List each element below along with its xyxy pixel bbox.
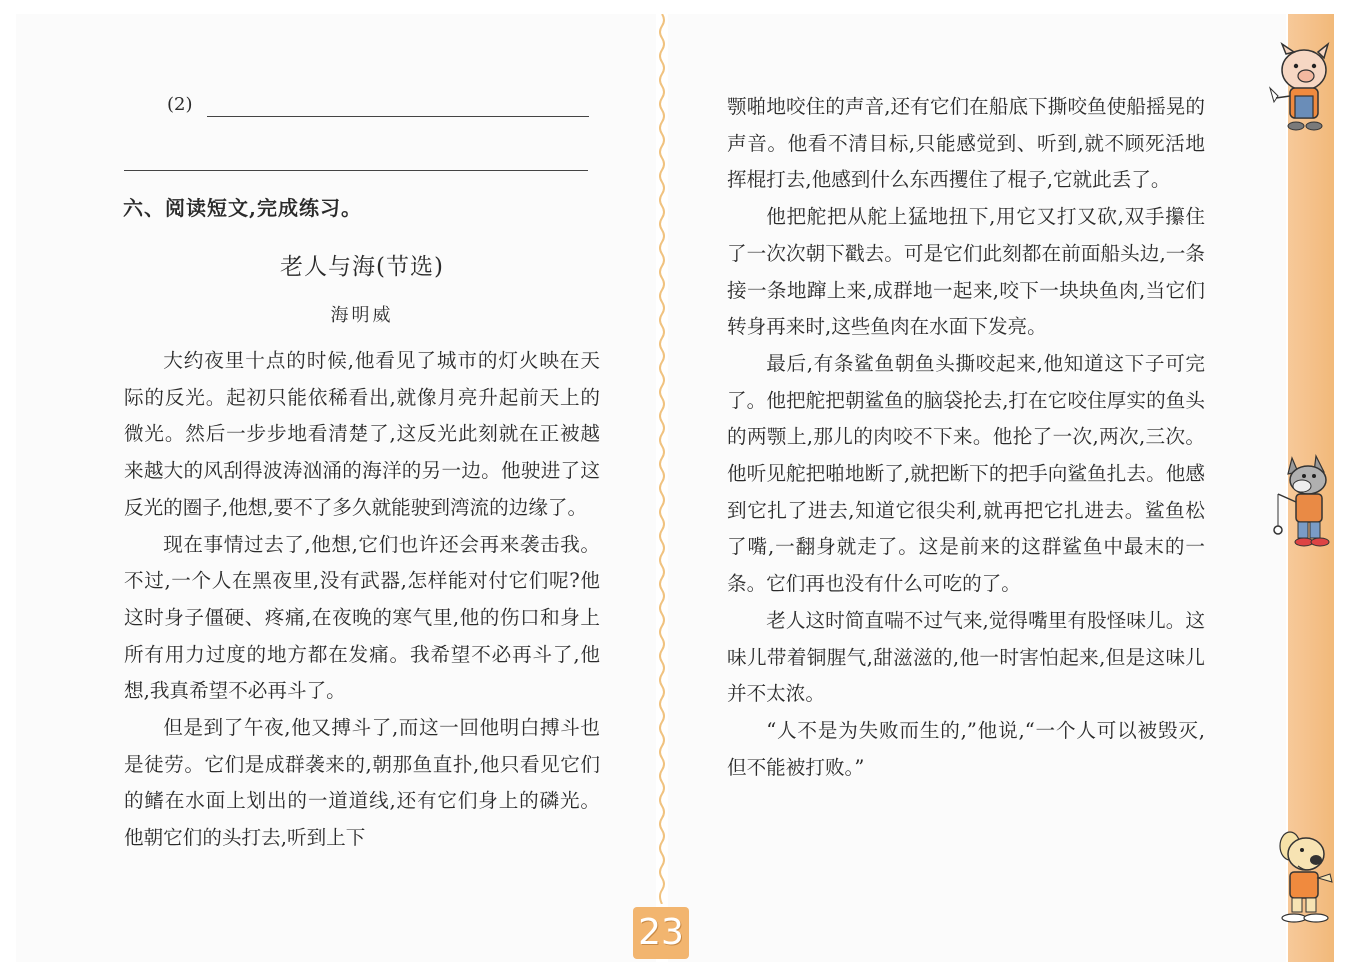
dog-mascot-icon [1268, 826, 1342, 926]
paragraph: 老人这时简直喘不过气来,觉得嘴里有股怪味儿。这味儿带着铜腥气,甜滋滋的,他一时害怕起来,但是这味儿并不太浓。 [727, 608, 1205, 706]
paragraph: 现在事情过去了,他想,它们也许还会再来袭击我。不过,一个人在黑夜里,没有武器,怎样能对付它们呢?他这时身子僵硬、疼痛,在夜晚的寒气里,他的伤口和身上所有用力过度的地方都在发痛。我希望不必再斗了,他想,我真希望不必再斗了。 [124, 532, 600, 703]
answer-underline [207, 116, 589, 117]
article-body-left [124, 343, 600, 857]
item-number: (2) [167, 94, 193, 115]
page-spine-divider [655, 14, 669, 904]
paragraph: 但是到了午夜,他又搏斗了,而这一回他明白搏斗也是徒劳。它们是成群袭来的,朝那鱼直扑,他只看见它们的鳍在水面上划出的一道道线,还有它们身上的磷光。他朝它们的头打去,听到上下 [124, 716, 600, 850]
answer-blank-2 [167, 94, 589, 120]
article-body-right [727, 89, 1205, 786]
article-title: 老人与海(节选) [280, 254, 444, 280]
section-title: 六、阅读短文,完成练习。 [123, 196, 362, 220]
paragraph: “人不是为失败而生的,”他说,“一个人可以被毁灭,但不能被打败。” [727, 718, 1205, 779]
pig-mascot-icon [1262, 40, 1342, 132]
article-author: 海明威 [330, 305, 394, 326]
page-number: 23 [633, 907, 689, 959]
paragraph-continuation: 颚啪地咬住的声音,还有它们在船底下撕咬鱼使船摇晃的声音。他看不清目标,只能感觉到、听到,就不顾死活地挥棍打去,他感到什么东西攫住了棍子,它就此丢了。 [727, 95, 1205, 192]
paragraph: 他把舵把从舵上猛地扭下,用它又打又砍,双手攥住了一次次朝下戳去。可是它们此刻都在前面船头边,一条接一条地蹿上来,成群地一起来,咬下一块块鱼肉,当它们转身再来时,这些鱼肉在水面下发亮。 [727, 205, 1205, 339]
answer-underline-continued [124, 170, 588, 171]
paragraph: 大约夜里十点的时候,他看见了城市的灯火映在天际的反光。起初只能依稀看出,就像月亮升起前天上的微光。然后一步步地看清楚了,这反光此刻就在正被越来越大的风刮得波涛汹涌的海洋的另一边。他驶进了这反光的圈子,他想,要不了多久就能驶到湾流的边缘了。 [124, 349, 600, 519]
paragraph: 最后,有条鲨鱼朝鱼头撕咬起来,他知道这下子可完了。他把舵把朝鲨鱼的脑袋抡去,打在它咬住厚实的鱼头的两颚上,那儿的肉咬不下来。他抡了一次,两次,三次。他听见舵把啪地断了,就把断下的把手向鲨鱼扎去。他感到它扎了进去,知道它很尖利,就再把它扎进去。鲨鱼松了嘴,一翻身就走了。这是前来的这群鲨鱼中最末的一条。它们再也没有什么可吃的了。 [727, 351, 1205, 596]
wolf-yoyo-mascot-icon [1266, 450, 1342, 550]
